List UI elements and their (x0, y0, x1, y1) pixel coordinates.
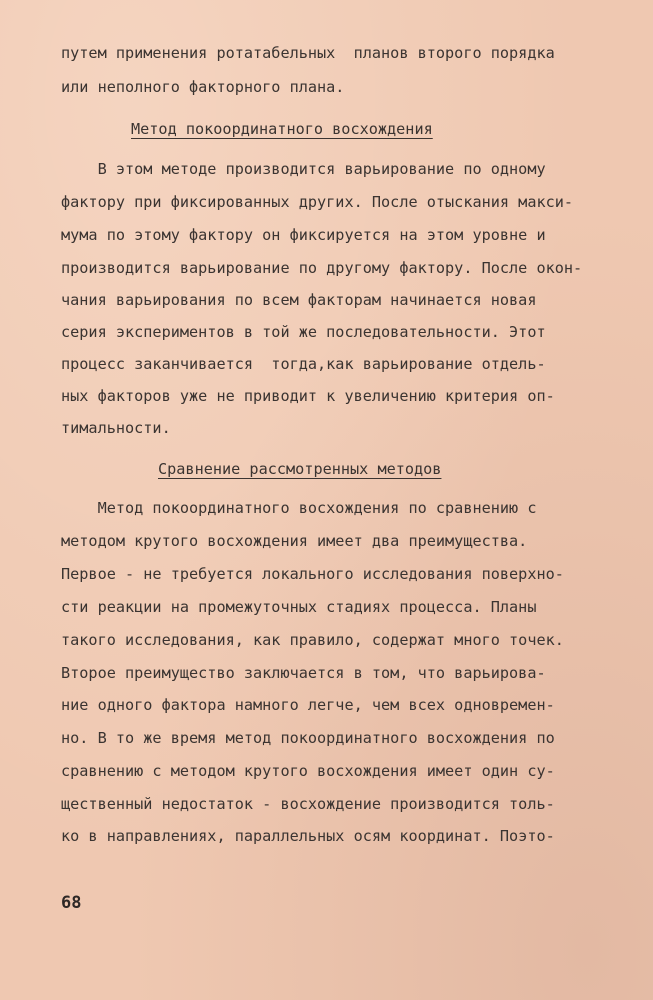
text-line: ко в направлениях, параллельных осям координат. Поэто- (61, 827, 555, 845)
text-line: В этом методе производится варьирование по одному (61, 160, 546, 178)
text-line: сравнению с методом крутого восхождения имеет один су- (61, 762, 555, 780)
text-line: тимальности. (61, 419, 171, 437)
text-line: серия экспериментов в той же последовательности. Этот (61, 323, 546, 341)
text-line: но. В то же время метод покоординатного восхождения по (61, 729, 555, 747)
section-heading: Сравнение рассмотренных методов (158, 460, 442, 478)
text-line: процесс заканчивается тогда,как варьирование отдель- (61, 355, 546, 373)
text-line: или неполного факторного плана. (61, 78, 345, 96)
text-line: Первое - не требуется локального исследования поверхно- (61, 565, 564, 583)
text-line: методом крутого восхождения имеет два преимущества. (61, 532, 528, 550)
text-line: ных факторов уже не приводит к увеличению критерия оп- (61, 387, 555, 405)
text-line: такого исследования, как правило, содержат много точек. (61, 631, 564, 649)
text-line: Второе преимущество заключается в том, что варьирова- (61, 664, 546, 682)
text-line: сти реакции на промежуточных стадиях процесса. Планы (61, 598, 537, 616)
page-number: 68 (61, 893, 82, 913)
text-line: фактору при фиксированных других. После отыскания макси- (61, 193, 574, 211)
text-line: путем применения ротатабельных планов второго порядка (61, 44, 555, 62)
text-line: мума по этому фактору он фиксируется на этом уровне и (61, 226, 546, 244)
text-line: производится варьирование по другому фактору. После окон- (61, 259, 583, 277)
text-line: чания варьирования по всем факторам начинается новая (61, 291, 537, 309)
text-line: щественный недостаток - восхождение производится толь- (61, 795, 555, 813)
text-line: ние одного фактора намного легче, чем всех одновремен- (61, 696, 555, 714)
text-line: Метод покоординатного восхождения по сравнению с (61, 499, 537, 517)
section-heading: Метод покоординатного восхождения (131, 120, 433, 138)
